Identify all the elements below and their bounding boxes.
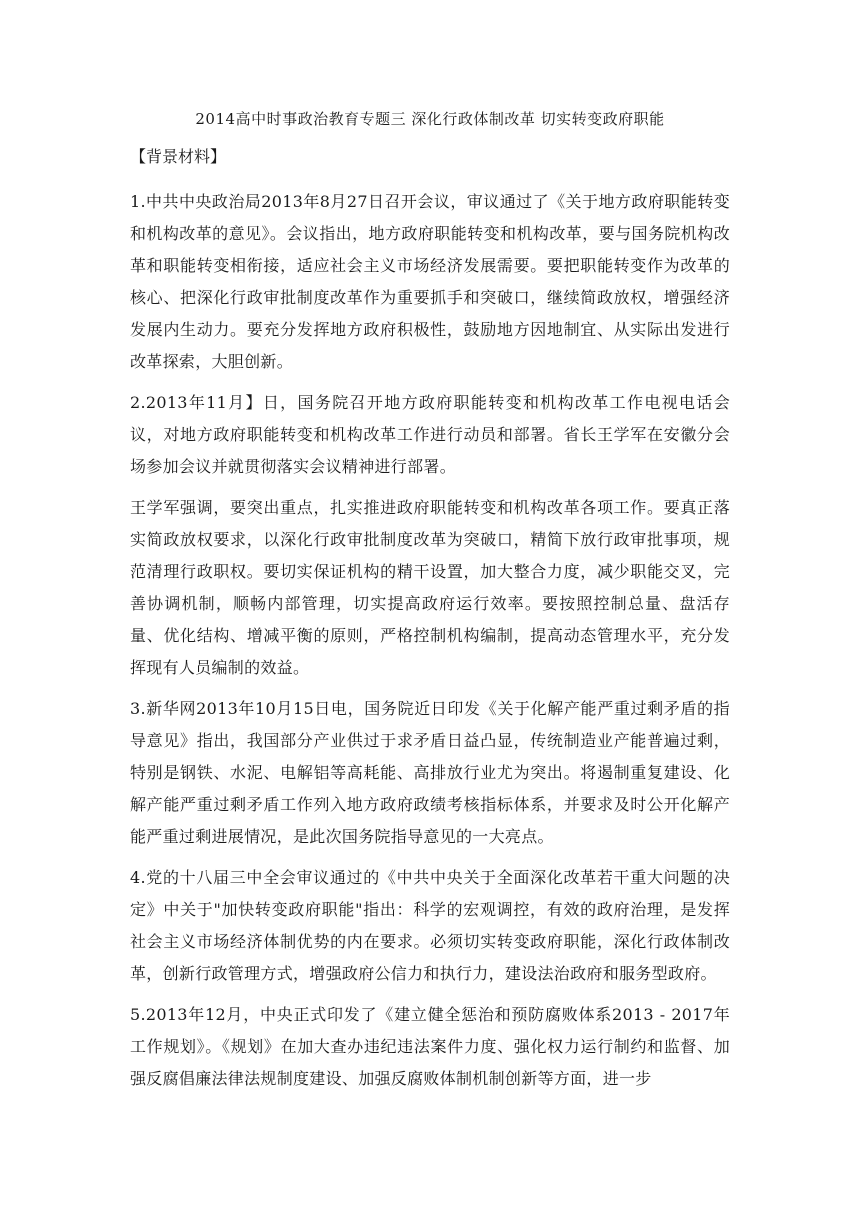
paragraph-6: 5.2013年12月，中央正式印发了《建立健全惩治和预防腐败体系2013 - 2017年工作规划》。《规划》在加大查办违纪违法案件力度、强化权力运行制约和监督、加强反腐倡廉法律法规制度建设、加强反腐败体制机制创新等方面，进一步 xyxy=(130,1005,730,1088)
document-page xyxy=(130,108,730,1104)
paragraph-1: 1.中共中央政治局2013年8月27日召开会议，审议通过了《关于地方政府职能转变和机构改革的意见》。会议指出，地方政府职能转变和机构改革，要与国务院机构改革和职能转变相衔接，适应社会主义市场经济发展需要。要把职能转变作为改革的核心、把深化行政审批制度改革作为重要抓手和突破口，继续简政放权，增强经济发展内生动力。要充分发挥地方政府积极性，鼓励地方因地制宜、从实际出发进行改革探索，大胆创新。 xyxy=(130,192,730,371)
section-heading: 【背景材料】 xyxy=(130,147,227,166)
paragraph-3: 王学军强调，要突出重点，扎实推进政府职能转变和机构改革各项工作。要真正落实简政放权要求，以深化行政审批制度改革为突破口，精简下放行政审批事项，规范清理行政职权。要切实保证机构的精干设置，加大整合力度，减少职能交叉，完善协调机制，顺畅内部管理，切实提高政府运行效率。要按照控制总量、盘活存量、优化结构、增减平衡的原则，严格控制机构编制，提高动态管理水平，充分发挥现有人员编制的效益。 xyxy=(130,498,730,677)
paragraph-4: 3.新华网2013年10月15日电，国务院近日印发《关于化解产能严重过剩矛盾的指导意见》指出，我国部分产业供过于求矛盾日益凸显，传统制造业产能普遍过剩，特别是钢铁、水泥、电解铝等高耗能、高排放行业尤为突出。将遏制重复建设、化解产能严重过剩矛盾工作列入地方政府政绩考核指标体系，并要求及时公开化解产能严重过剩进展情况，是此次国务院指导意见的一大亮点。 xyxy=(130,699,730,846)
document-title: 2014高中时事政治教育专题三 深化行政体制改革 切实转变政府职能 xyxy=(195,110,665,128)
paragraph-2: 2.2013年11月】日，国务院召开地方政府职能转变和机构改革工作电视电话会议，对地方政府职能转变和机构改革工作进行动员和部署。省长王学军在安徽分会场参加会议并就贯彻落实会议精神进行部署。 xyxy=(130,393,730,476)
paragraph-5: 4.党的十八届三中全会审议通过的《中共中央关于全面深化改革若干重大问题的决定》中关于"加快转变政府职能"指出：科学的宏观调控，有效的政府治理，是发挥社会主义市场经济体制优势的内在要求。必须切实转变政府职能，深化行政体制改革，创新行政管理方式，增强政府公信力和执行力，建设法治政府和服务型政府。 xyxy=(130,868,730,983)
